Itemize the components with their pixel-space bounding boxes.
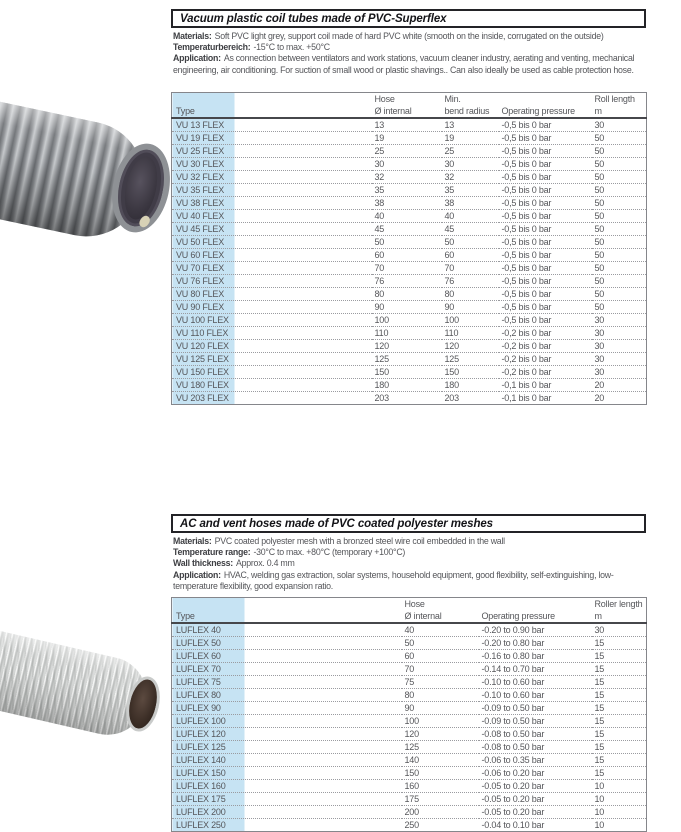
type-cell: LUFLEX 250 [172,819,402,832]
value-cell: 50 [594,250,605,260]
value-cell: 110 [374,328,389,338]
value-cell: -0,5 bis 0 bar [501,302,552,312]
description-line [173,570,644,592]
description-line [173,42,644,53]
table-row [172,118,647,132]
value-cell: 15 [594,768,605,778]
type-cell: VU 125 FLEX [172,353,372,366]
table-row [172,741,647,754]
value-cell: 70 [374,263,385,273]
value-cell: 120 [404,729,419,739]
section-title: Vacuum plastic coil tubes made of PVC-Superflex [180,12,447,25]
value-cell: 50 [594,172,605,182]
header-row [172,610,647,623]
section-description [173,536,644,592]
type-cell: VU 150 FLEX [172,366,372,379]
value-cell: 50 [594,224,605,234]
value-cell: -0.08 to 0.50 bar [481,729,545,739]
value-cell: -0,5 bis 0 bar [501,185,552,195]
value-cell: -0,5 bis 0 bar [501,211,552,221]
value-cell: -0.20 to 0.90 bar [481,625,545,635]
table-row [172,301,647,314]
value-cell: 15 [594,651,605,661]
spec-table-vu-flex [171,92,647,405]
value-cell: 75 [404,677,415,687]
value-cell: 45 [444,224,455,234]
value-cell: 80 [404,690,415,700]
value-cell: 19 [444,133,455,143]
value-cell: 140 [404,755,419,765]
description-line [173,31,644,42]
value-cell: -0,5 bis 0 bar [501,263,552,273]
value-cell: 15 [594,729,605,739]
table-row [172,340,647,353]
value-cell: 50 [594,263,605,273]
table-row [172,197,647,210]
product-photo-luflex-hose [0,608,170,768]
value-cell: 10 [594,781,605,791]
value-cell: 203 [444,393,459,403]
table-row [172,262,647,275]
description-text: PVC coated polyester mesh with a bronzed steel wire coil embedded in the wall [214,536,505,546]
column-header: Operating pressure [501,106,575,116]
value-cell: -0,5 bis 0 bar [501,159,552,169]
table-row [172,366,647,379]
value-cell: -0,2 bis 0 bar [501,367,552,377]
table-row [172,767,647,780]
table-row [172,184,647,197]
value-cell: 40 [444,211,455,221]
column-header: m [594,106,602,116]
description-text: -30°C to max. +80°C (temporary +100°C) [253,547,406,558]
value-cell: 32 [374,172,385,182]
value-cell: 150 [444,367,459,377]
value-cell: 10 [594,794,605,804]
section-title-bar [171,514,646,533]
value-cell: 120 [444,341,459,351]
type-cell: VU 180 FLEX [172,379,372,392]
type-cell: VU 40 FLEX [172,210,372,223]
type-cell: VU 13 FLEX [172,118,372,132]
value-cell: 50 [594,133,605,143]
value-cell: 50 [594,276,605,286]
value-cell: 15 [594,742,605,752]
value-cell: 100 [404,716,419,726]
value-cell: 10 [594,820,605,830]
header-row [172,93,647,106]
type-cell: LUFLEX 60 [172,650,402,663]
table-row [172,728,647,741]
type-cell: LUFLEX 100 [172,715,402,728]
value-cell: -0.16 to 0.80 bar [481,651,545,661]
value-cell: -0,2 bis 0 bar [501,341,552,351]
value-cell: 90 [404,703,415,713]
value-cell: 30 [374,159,385,169]
product-photo-pvc-superflex-tube [0,85,170,270]
table-row [172,793,647,806]
value-cell: 15 [594,677,605,687]
table-row [172,145,647,158]
value-cell: 30 [594,328,605,338]
value-cell: 80 [374,289,385,299]
value-cell: 50 [594,185,605,195]
value-cell: -0.09 to 0.50 bar [481,703,545,713]
value-cell: 50 [594,289,605,299]
table-row [172,314,647,327]
value-cell: -0,5 bis 0 bar [501,250,552,260]
table-row [172,754,647,767]
value-cell: 40 [404,625,415,635]
value-cell: -0,5 bis 0 bar [501,315,552,325]
table-row [172,249,647,262]
type-cell: VU 38 FLEX [172,197,372,210]
value-cell: 25 [374,146,385,156]
type-cell: LUFLEX 150 [172,767,402,780]
value-cell: 100 [444,315,459,325]
value-cell: 180 [444,380,459,390]
description-label: Temperature range: [173,547,251,558]
value-cell: 50 [594,302,605,312]
value-cell: 50 [444,237,455,247]
type-cell: VU 110 FLEX [172,327,372,340]
value-cell: -0,5 bis 0 bar [501,120,552,130]
section-pvc-superflex [171,9,646,403]
value-cell: 38 [374,198,385,208]
value-cell: 35 [444,185,455,195]
value-cell: 20 [594,393,605,403]
value-cell: 203 [374,393,389,403]
value-cell: -0,5 bis 0 bar [501,237,552,247]
value-cell: -0.08 to 0.50 bar [481,742,545,752]
value-cell: 90 [444,302,455,312]
description-label: Temperaturbereich: [173,42,251,53]
value-cell: 150 [374,367,389,377]
value-cell: -0,5 bis 0 bar [501,172,552,182]
section-description [173,31,644,76]
type-cell: VU 80 FLEX [172,288,372,301]
column-header [172,93,372,106]
support-coil-notch-graphic [137,214,151,229]
description-text: As connection between ventilators and work stations, vacuum cleaner industry, aerating and venting, mechanical engineering, air conditioning. For suction of small wood or plastic shavings.. Can also ideally be used as cable protection hose. [173,53,635,75]
value-cell: 50 [594,146,605,156]
value-cell: -0.05 to 0.20 bar [481,781,545,791]
value-cell: 10 [594,807,605,817]
type-cell: LUFLEX 90 [172,702,402,715]
type-cell: LUFLEX 80 [172,689,402,702]
value-cell: -0.10 to 0.60 bar [481,690,545,700]
table-row [172,132,647,145]
table-row [172,715,647,728]
type-cell: LUFLEX 50 [172,637,402,650]
table-row [172,236,647,249]
value-cell: -0.04 to 0.10 bar [481,820,545,830]
value-cell: 200 [404,807,419,817]
value-cell: 100 [374,315,389,325]
table-row [172,223,647,236]
value-cell: 15 [594,690,605,700]
description-text: Approx. 0.4 mm [235,558,295,569]
description-label: Application: [173,53,221,64]
value-cell: 30 [444,159,455,169]
spec-table-luflex [171,597,647,832]
value-cell: 13 [444,120,455,130]
value-cell: 50 [374,237,385,247]
type-cell: VU 25 FLEX [172,145,372,158]
value-cell: 125 [404,742,419,752]
column-header: m [594,611,602,621]
value-cell: 45 [374,224,385,234]
table-row [172,819,647,832]
table-row [172,288,647,301]
value-cell: -0,5 bis 0 bar [501,146,552,156]
type-cell: VU 35 FLEX [172,184,372,197]
table-row [172,637,647,650]
column-header: Hose [404,599,425,609]
value-cell: -0,5 bis 0 bar [501,198,552,208]
table-row [172,392,647,405]
type-cell: LUFLEX 70 [172,663,402,676]
type-cell: VU 45 FLEX [172,223,372,236]
column-header: Roller length [594,599,643,609]
description-label: Wall thickness: [173,558,233,569]
type-cell: VU 50 FLEX [172,236,372,249]
value-cell: 60 [404,651,415,661]
value-cell: 160 [404,781,419,791]
value-cell: -0,2 bis 0 bar [501,354,552,364]
type-cell: LUFLEX 200 [172,806,402,819]
type-cell: VU 203 FLEX [172,392,372,405]
column-header: Operating pressure [481,611,555,621]
description-line [173,558,644,569]
value-cell: 15 [594,638,605,648]
table-row [172,689,647,702]
column-header: Ø internal [404,611,442,621]
value-cell: 32 [444,172,455,182]
column-header: Min. [444,94,461,104]
column-header [172,598,402,611]
value-cell: 40 [374,211,385,221]
value-cell: 19 [374,133,385,143]
table-row [172,702,647,715]
table-row [172,158,647,171]
value-cell: 15 [594,703,605,713]
value-cell: 30 [594,315,605,325]
value-cell: 120 [374,341,389,351]
column-header: Hose [374,94,395,104]
column-header [479,598,592,611]
value-cell: -0.06 to 0.20 bar [481,768,545,778]
type-cell: VU 60 FLEX [172,249,372,262]
value-cell: -0.09 to 0.50 bar [481,716,545,726]
description-line [173,547,644,558]
value-cell: 125 [374,354,389,364]
table-row [172,327,647,340]
section-title-bar [171,9,646,28]
type-cell: LUFLEX 175 [172,793,402,806]
description-text: Soft PVC light grey, support coil made of hard PVC white (smooth on the inside, corrugated on the outside) [214,31,604,41]
type-cell: LUFLEX 75 [172,676,402,689]
value-cell: 150 [404,768,419,778]
value-cell: -0.20 to 0.80 bar [481,638,545,648]
table-row [172,663,647,676]
column-header: Ø internal [374,106,412,116]
value-cell: 13 [374,120,385,130]
value-cell: 35 [374,185,385,195]
table-row [172,650,647,663]
value-cell: 50 [594,159,605,169]
type-cell: VU 120 FLEX [172,340,372,353]
value-cell: 60 [444,250,455,260]
description-line [173,53,644,75]
type-cell: LUFLEX 160 [172,780,402,793]
value-cell: 50 [594,198,605,208]
table-row [172,676,647,689]
type-cell: LUFLEX 120 [172,728,402,741]
type-cell: LUFLEX 125 [172,741,402,754]
table-row [172,806,647,819]
type-cell: LUFLEX 140 [172,754,402,767]
type-cell: VU 70 FLEX [172,262,372,275]
value-cell: 76 [374,276,385,286]
table-row [172,275,647,288]
value-cell: 60 [374,250,385,260]
type-cell: VU 76 FLEX [172,275,372,288]
value-cell: 250 [404,820,419,830]
section-title: AC and vent hoses made of PVC coated polyester meshes [180,517,493,530]
header-row [172,598,647,611]
value-cell: -0.06 to 0.35 bar [481,755,545,765]
value-cell: 20 [594,380,605,390]
table-row [172,780,647,793]
description-text: -15°C to max. +50°C [253,42,330,53]
value-cell: 70 [404,664,415,674]
description-line [173,536,644,547]
value-cell: 110 [444,328,459,338]
value-cell: 25 [444,146,455,156]
value-cell: -0,1 bis 0 bar [501,393,552,403]
value-cell: -0,5 bis 0 bar [501,133,552,143]
value-cell: -0.14 to 0.70 bar [481,664,545,674]
value-cell: 50 [594,211,605,221]
table-row [172,210,647,223]
column-header [499,93,592,106]
value-cell: 50 [594,237,605,247]
value-cell: 175 [404,794,419,804]
header-row [172,105,647,118]
value-cell: 30 [594,341,605,351]
value-cell: 30 [594,120,605,130]
description-text: HVAC, welding gas extraction, solar systems, household equipment, good flexibility, self-extinguishing, low-temperature flexibility, good expansion ratio. [173,569,614,591]
value-cell: -0,5 bis 0 bar [501,224,552,234]
type-cell: VU 32 FLEX [172,171,372,184]
column-header: Roll length [594,94,635,104]
value-cell: 30 [594,354,605,364]
value-cell: 70 [444,263,455,273]
value-cell: 90 [374,302,385,312]
value-cell: 38 [444,198,455,208]
column-header: bend radius [444,106,490,116]
value-cell: 125 [444,354,459,364]
value-cell: 15 [594,664,605,674]
column-header: Type [172,105,372,118]
type-cell: VU 90 FLEX [172,301,372,314]
value-cell: 30 [594,367,605,377]
value-cell: -0,2 bis 0 bar [501,328,552,338]
value-cell: -0,5 bis 0 bar [501,276,552,286]
value-cell: 30 [594,625,605,635]
value-cell: 76 [444,276,455,286]
table-row [172,623,647,637]
value-cell: -0.05 to 0.20 bar [481,807,545,817]
value-cell: -0.10 to 0.60 bar [481,677,545,687]
value-cell: 15 [594,755,605,765]
column-header: Type [172,610,402,623]
value-cell: 15 [594,716,605,726]
type-cell: VU 100 FLEX [172,314,372,327]
type-cell: VU 30 FLEX [172,158,372,171]
type-cell: VU 19 FLEX [172,132,372,145]
value-cell: 180 [374,380,389,390]
value-cell: -0,5 bis 0 bar [501,289,552,299]
value-cell: -0.05 to 0.20 bar [481,794,545,804]
description-label: Materials: [173,536,212,546]
type-cell: LUFLEX 40 [172,623,402,637]
description-label: Materials: [173,31,212,41]
table-row [172,353,647,366]
value-cell: -0,1 bis 0 bar [501,380,552,390]
table-row [172,171,647,184]
value-cell: 80 [444,289,455,299]
table-row [172,379,647,392]
description-label: Application: [173,569,221,580]
value-cell: 50 [404,638,415,648]
section-luflex [171,514,646,830]
